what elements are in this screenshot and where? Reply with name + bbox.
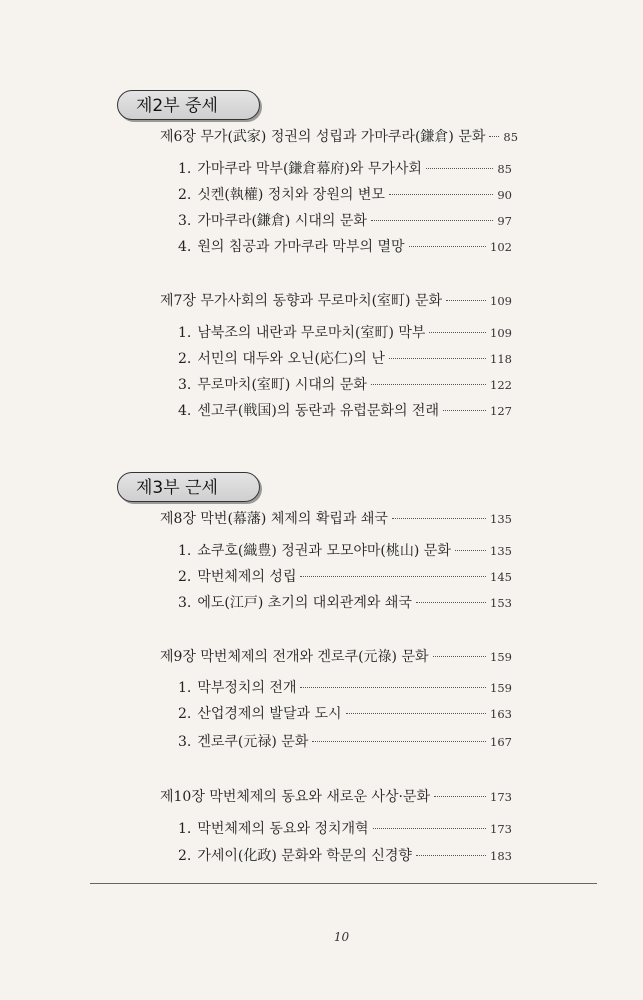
section-title: 막부정치의 전개 bbox=[197, 680, 297, 696]
dot-leader bbox=[433, 656, 487, 657]
section-entry[interactable] bbox=[178, 322, 512, 344]
page-ref: 163 bbox=[490, 707, 512, 721]
dot-leader bbox=[346, 713, 487, 714]
chapter-entry[interactable] bbox=[160, 290, 512, 312]
section-title: 가마쿠라 막부(鎌倉幕府)와 무가사회 bbox=[197, 161, 422, 177]
section-title: 원의 침공과 가마쿠라 막부의 멸망 bbox=[197, 239, 405, 255]
section-number: 4. bbox=[178, 403, 192, 419]
section-title: 에도(江戸) 초기의 대외관계와 쇄국 bbox=[197, 595, 412, 611]
section-number: 3. bbox=[178, 734, 192, 750]
section-title: 가마쿠라(鎌倉) 시대의 문화 bbox=[197, 213, 367, 229]
page-ref: 153 bbox=[490, 596, 512, 610]
section-number: 3. bbox=[178, 213, 192, 229]
page-ref: 85 bbox=[497, 162, 512, 176]
page-ref: 159 bbox=[490, 650, 512, 664]
section-title: 서민의 대두와 오닌(応仁)의 난 bbox=[197, 351, 385, 367]
section-entry[interactable] bbox=[178, 731, 512, 753]
section-number: 2. bbox=[178, 351, 192, 367]
section-number: 2. bbox=[178, 187, 192, 203]
section-number: 1. bbox=[178, 821, 192, 837]
page-ref: 122 bbox=[490, 378, 512, 392]
page-ref: 127 bbox=[490, 404, 512, 418]
section-entry[interactable] bbox=[178, 540, 512, 562]
dot-leader bbox=[489, 136, 499, 137]
dot-leader bbox=[446, 300, 486, 301]
section-entry[interactable] bbox=[178, 566, 512, 588]
section-entry[interactable] bbox=[178, 236, 512, 258]
page-ref: 183 bbox=[490, 849, 512, 863]
page-ref: 102 bbox=[490, 240, 512, 254]
section-number: 3. bbox=[178, 595, 192, 611]
dot-leader bbox=[373, 828, 486, 829]
section-entry[interactable] bbox=[178, 158, 512, 180]
section-entry[interactable] bbox=[178, 184, 512, 206]
section-number: 1. bbox=[178, 325, 192, 341]
section-entry[interactable] bbox=[178, 845, 512, 867]
dot-leader bbox=[429, 332, 486, 333]
dot-leader bbox=[392, 518, 486, 519]
chapter-entry[interactable] bbox=[160, 646, 512, 668]
page-ref: 173 bbox=[490, 790, 512, 804]
footer-divider bbox=[90, 883, 597, 884]
page-ref: 167 bbox=[490, 735, 512, 749]
section-entry[interactable] bbox=[178, 818, 512, 840]
section-entry[interactable] bbox=[178, 210, 512, 232]
dot-leader bbox=[443, 410, 486, 411]
dot-leader bbox=[300, 576, 486, 577]
section-entry[interactable] bbox=[178, 348, 512, 370]
dot-leader bbox=[371, 220, 493, 221]
chapter-title: 제10장 막번체제의 동요와 새로운 사상·문화 bbox=[160, 789, 430, 805]
chapter-title: 제6장 무가(武家) 정권의 성립과 가마쿠라(鎌倉) 문화 bbox=[160, 129, 486, 145]
chapter-entry[interactable] bbox=[160, 786, 512, 808]
section-title: 무로마치(室町) 시대의 문화 bbox=[197, 377, 367, 393]
dot-leader bbox=[389, 194, 493, 195]
dot-leader bbox=[389, 358, 486, 359]
page-ref: 135 bbox=[490, 512, 512, 526]
section-entry[interactable] bbox=[178, 592, 512, 614]
page-ref: 145 bbox=[490, 570, 512, 584]
chapter-title: 제8장 막번(幕藩) 체제의 확립과 쇄국 bbox=[160, 511, 388, 527]
page-ref: 97 bbox=[497, 214, 512, 228]
dot-leader bbox=[416, 855, 486, 856]
section-number: 2. bbox=[178, 569, 192, 585]
section-number: 1. bbox=[178, 543, 192, 559]
section-title: 막번체제의 동요와 정치개혁 bbox=[197, 821, 369, 837]
section-entry[interactable] bbox=[178, 703, 512, 725]
section-number: 2. bbox=[178, 848, 192, 864]
part-heading: 제3부 근세 bbox=[117, 472, 260, 502]
page-number: 10 bbox=[333, 930, 350, 944]
section-title: 센고쿠(戦国)의 동란과 유럽문화의 전래 bbox=[197, 403, 439, 419]
dot-leader bbox=[455, 550, 486, 551]
part-heading: 제2부 중세 bbox=[117, 90, 260, 120]
section-title: 산업경제의 발달과 도시 bbox=[197, 706, 342, 722]
dot-leader bbox=[426, 168, 493, 169]
chapter-title: 제7장 무가사회의 동향과 무로마치(室町) 문화 bbox=[160, 293, 443, 309]
page-ref: 135 bbox=[490, 544, 512, 558]
page-ref: 173 bbox=[490, 822, 512, 836]
dot-leader bbox=[312, 741, 486, 742]
section-entry[interactable] bbox=[178, 400, 512, 422]
section-number: 4. bbox=[178, 239, 192, 255]
dot-leader bbox=[416, 602, 486, 603]
dot-leader bbox=[409, 246, 487, 247]
chapter-title: 제9장 막번체제의 전개와 겐로쿠(元祿) 문화 bbox=[160, 649, 429, 665]
section-number: 3. bbox=[178, 377, 192, 393]
section-entry[interactable] bbox=[178, 374, 512, 396]
section-title: 싯켄(執權) 정치와 장원의 변모 bbox=[197, 187, 385, 203]
section-number: 1. bbox=[178, 161, 192, 177]
dot-leader bbox=[300, 687, 486, 688]
page-ref: 118 bbox=[490, 352, 512, 366]
page-ref: 90 bbox=[497, 188, 512, 202]
section-number: 1. bbox=[178, 680, 192, 696]
page-ref: 109 bbox=[490, 294, 512, 308]
chapter-entry[interactable] bbox=[160, 126, 519, 148]
dot-leader bbox=[434, 796, 486, 797]
section-title: 남북조의 내란과 무로마치(室町) 막부 bbox=[197, 325, 426, 341]
section-title: 겐로쿠(元禄) 문화 bbox=[197, 734, 309, 750]
dot-leader bbox=[371, 384, 486, 385]
section-title: 가세이(化政) 문화와 학문의 신경향 bbox=[197, 848, 412, 864]
page-ref: 109 bbox=[490, 326, 512, 340]
page-ref: 159 bbox=[490, 681, 512, 695]
section-title: 막번체제의 성립 bbox=[197, 569, 297, 585]
chapter-entry[interactable] bbox=[160, 508, 512, 530]
section-number: 2. bbox=[178, 706, 192, 722]
section-entry[interactable] bbox=[178, 677, 512, 699]
section-title: 쇼쿠호(織豊) 정권과 모모야마(桃山) 문화 bbox=[197, 543, 451, 559]
page-ref: 85 bbox=[503, 130, 519, 144]
